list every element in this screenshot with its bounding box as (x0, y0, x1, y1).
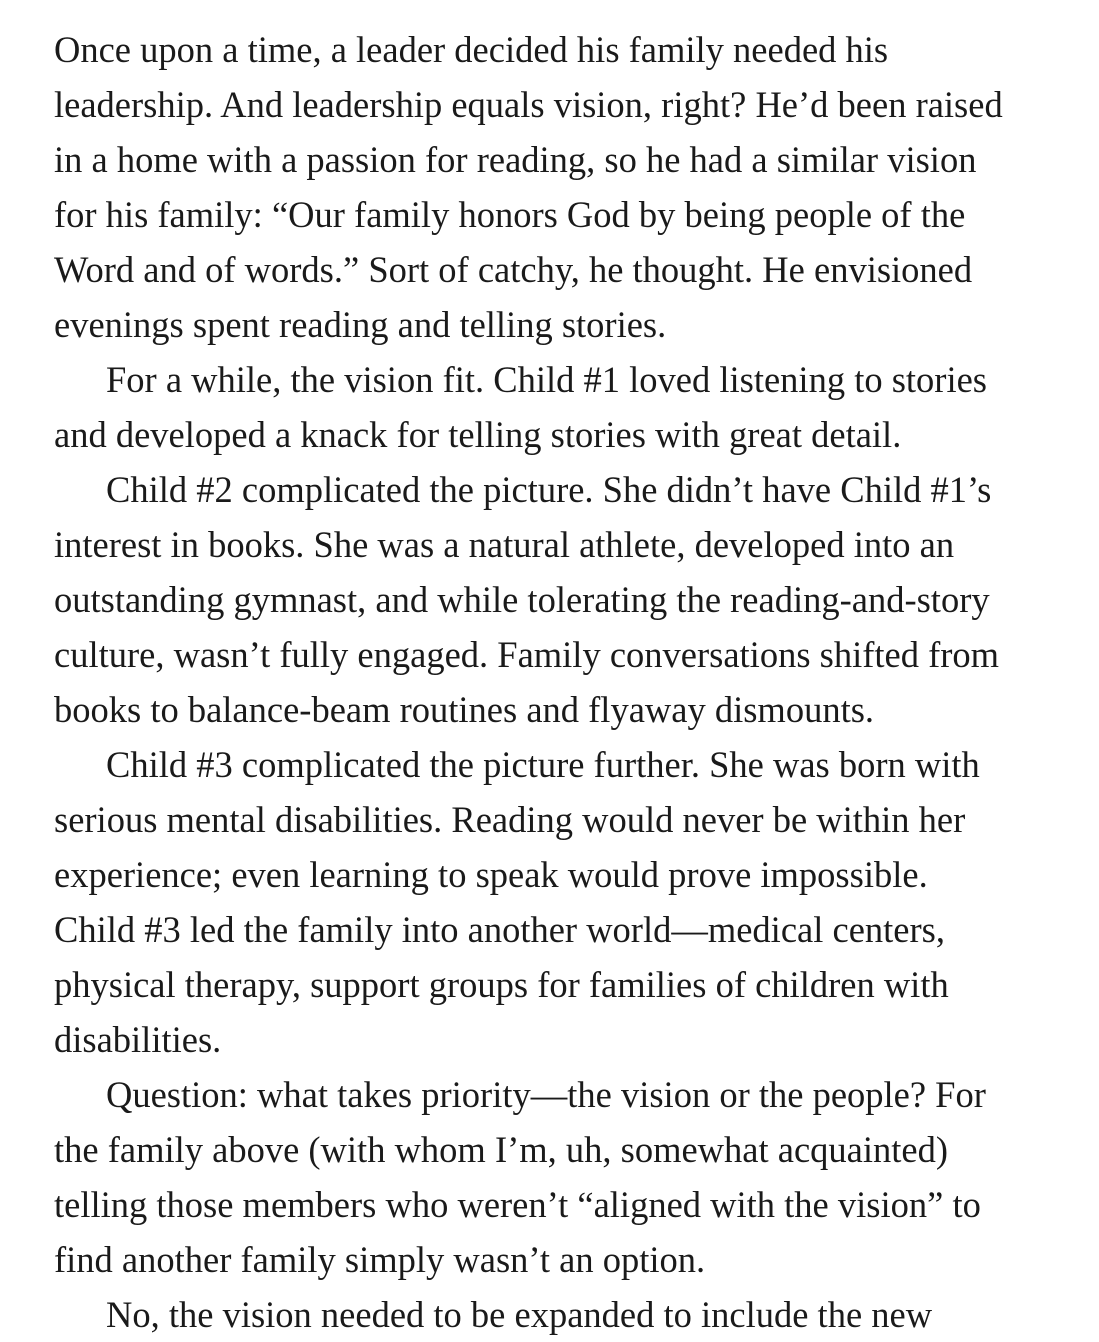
text-line: Child #2 complicated the picture. She didn’t have Child #1’s (106, 469, 992, 510)
paragraph-4 (54, 737, 1070, 1067)
text-line: experience; even learning to speak would prove impossible. (54, 854, 928, 895)
text-line: evenings spent reading and telling stories. (54, 304, 667, 345)
text-line: serious mental disabilities. Reading would never be within her (54, 799, 966, 840)
text-line: and developed a knack for telling stories with great detail. (54, 414, 902, 455)
text-line: Question: what takes priority—the vision or the people? For (106, 1074, 986, 1115)
text-line: physical therapy, support groups for families of children with (54, 964, 949, 1005)
text-line: For a while, the vision fit. Child #1 loved listening to stories (106, 359, 988, 400)
text-line: the family above (with whom I’m, uh, somewhat acquainted) (54, 1129, 949, 1170)
text-line: interest in books. She was a natural athlete, developed into an (54, 524, 955, 565)
text-line: for his family: “Our family honors God by being people of the (54, 194, 966, 235)
text-line: find another family simply wasn’t an option. (54, 1239, 706, 1280)
text-line: in a home with a passion for reading, so he had a similar vision (54, 139, 977, 180)
text-line: leadership. And leadership equals vision, right? He’d been raised (54, 84, 1003, 125)
text-line: outstanding gymnast, and while tolerating the reading-and-story (54, 579, 990, 620)
paragraph-6 (54, 1287, 1070, 1342)
paragraph-2 (54, 352, 1070, 462)
paragraph-1 (54, 22, 1070, 352)
text-line: Once upon a time, a leader decided his family needed his (54, 29, 889, 70)
text-line: books to balance-beam routines and flyaway dismounts. (54, 689, 875, 730)
text-line: No, the vision needed to be expanded to include the new (106, 1294, 933, 1335)
text-line: telling those members who weren’t “aligned with the vision” to (54, 1184, 981, 1225)
paragraph-3 (54, 462, 1070, 737)
text-line: Child #3 complicated the picture further. She was born with (106, 744, 980, 785)
text-line: culture, wasn’t fully engaged. Family conversations shifted from (54, 634, 1000, 675)
text-line: Child #3 led the family into another world—medical centers, (54, 909, 945, 950)
text-line: Word and of words.” Sort of catchy, he thought. He envisioned (54, 249, 973, 290)
text-line: disabilities. (54, 1019, 222, 1060)
paragraph-5 (54, 1067, 1070, 1287)
document-page (54, 22, 1070, 1342)
